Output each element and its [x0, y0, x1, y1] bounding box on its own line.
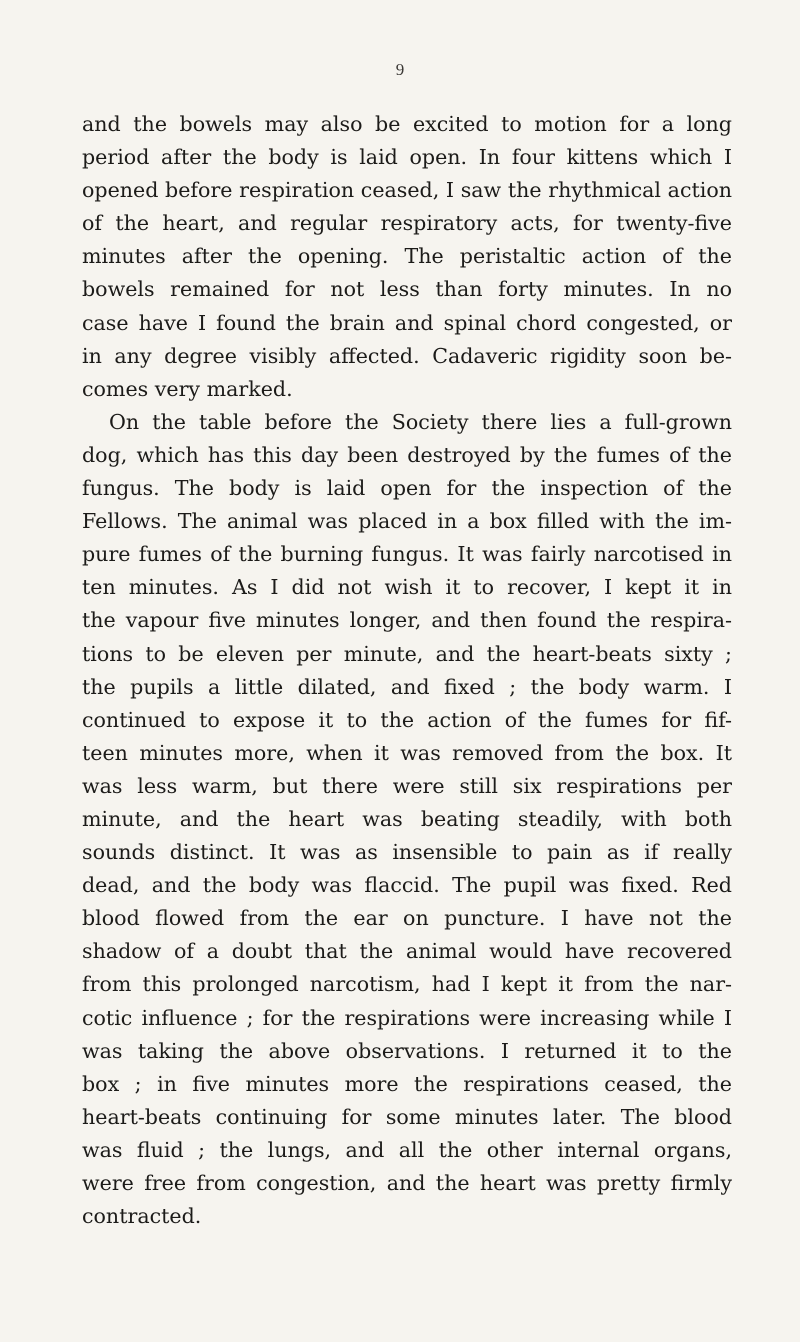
text-line: fungus. The body is laid open for the inspection of the [82, 476, 732, 501]
text-line: in any degree visibly affected. Cadaveric rigidity soon be- [82, 343, 732, 368]
text-line: pure fumes of the burning fungus. It was fairly narcotised in [82, 542, 732, 567]
text-line: contracted. [82, 1204, 202, 1229]
text-line: case have I found the brain and spinal chord congested, or [82, 310, 732, 335]
text-line: minutes after the opening. The peristaltic action of the [82, 244, 732, 269]
text-line: cotic influence ; for the respirations were increasing while I [82, 1005, 732, 1030]
text-line: bowels remained for not less than forty minutes. In no [82, 277, 732, 302]
text-line: period after the body is laid open. In four kittens which I [82, 145, 732, 170]
text-line: Fellows. The animal was placed in a box filled with the im- [82, 509, 732, 534]
text-line: the vapour five minutes longer, and then found the respira- [82, 608, 732, 633]
text-line: tions to be eleven per minute, and the heart-beats sixty ; [82, 641, 732, 666]
text-line: teen minutes more, when it was removed from the box. It [82, 740, 732, 765]
text-line: was taking the above observations. I returned it to the [82, 1038, 732, 1063]
text-line: ten minutes. As I did not wish it to recover, I kept it in [82, 575, 732, 600]
text-line: On the table before the Society there lies a full-grown [109, 409, 732, 434]
text-line: shadow of a doubt that the animal would have recovered [82, 939, 732, 964]
text-line: dead, and the body was flaccid. The pupil was fixed. Red [82, 873, 732, 898]
paragraph [82, 406, 732, 1233]
text-line: was less warm, but there were still six respirations per [82, 773, 732, 798]
text-line: of the heart, and regular respiratory acts, for twenty-five [82, 211, 732, 236]
body-text [82, 108, 732, 1233]
text-line: dog, which has this day been destroyed by the fumes of the [82, 442, 732, 467]
text-line: and the bowels may also be excited to motion for a long [82, 112, 732, 136]
text-line: opened before respiration ceased, I saw the rhythmical action [82, 178, 732, 203]
paragraph [82, 108, 732, 406]
text-line: minute, and the heart was beating steadily, with both [82, 806, 732, 831]
text-line: the pupils a little dilated, and fixed ; the body warm. I [82, 674, 732, 699]
text-line: were free from congestion, and the heart was pretty firmly [82, 1171, 732, 1195]
text-line: blood flowed from the ear on puncture. I have not the [82, 906, 732, 931]
text-line: was fluid ; the lungs, and all the other internal organs, [82, 1137, 732, 1162]
page-number: 9 [395, 60, 405, 79]
text-line: heart-beats continuing for some minutes later. The blood [82, 1104, 732, 1129]
text-line: from this prolonged narcotism, had I kept it from the nar- [82, 972, 732, 997]
text-line: comes very marked. [82, 376, 293, 401]
text-line: sounds distinct. It was as insensible to pain as if really [82, 840, 732, 865]
text-line: continued to expose it to the action of the fumes for fif- [82, 707, 732, 732]
text-line: box ; in five minutes more the respirations ceased, the [82, 1071, 732, 1096]
